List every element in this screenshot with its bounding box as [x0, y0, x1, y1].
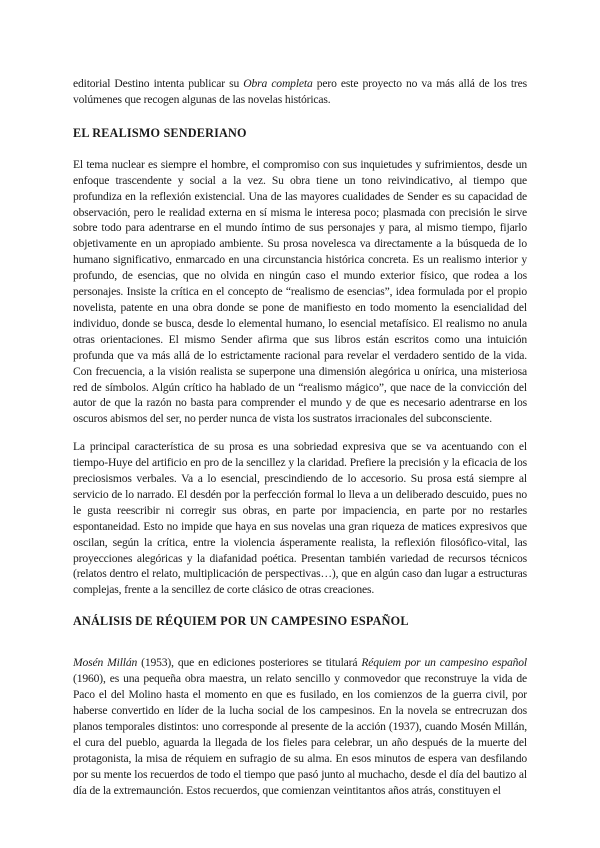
- intro-paragraph: [73, 76, 527, 108]
- analisis-text-2: (1960), es una pequeña obra maestra, un relato sencillo y conmovedor que reconstruye la vida de Paco el del Molino hasta el momento en que es fusilado, en los comienzos de la guerra civil, por haberse convertido en líder de la lucha social de los campesinos. En la novela se entrecruzan dos planos temporales distintos: uno corresponde al presente de la acción (1937), cuando Mosén Millán, el cura del pueblo, aguarda la llegada de los fieles para celebrar, un año después de la muerte del protagonista, la misa de réquiem en sufragio de su alma. En esos minutos de espera van desfilando por su mente los recuerdos de todo el tiempo que pasó junto al muchacho, desde el día del bautizo al día de la extremaunción. Estos recuerdos, que comienzan veintitantos años atrás, constituyen el: [73, 672, 527, 797]
- section-heading-realismo: EL REALISMO SENDERIANO: [73, 125, 247, 140]
- realismo-paragraph-1: El tema nuclear es siempre el hombre, el compromiso con sus inquietudes y sufrimientos, desde un enfoque trascendente y social a la vez. Su obra tiene un tono reivindicativo, al tiempo que profundiza en la reflexión existencial. Una de las mayores cualidades de Sender es su capacidad de observación, pero le realidad externa en sí misma le interesa poco; plasmada con precisión le sirve sobre todo para adentrarse en el mundo íntimo de sus personajes y para, al mismo tiempo, fijarlo objetivamente en un apropiado ambiente. Su prosa novelesca va directamente a la búsqueda de lo humano significativo, enmarcado en una circunstancia histórica concreta. Es un realismo interior y profundo, de esencias, que no olvida en ningún caso el mundo exterior físico, que rodea a los personajes. Insiste la crítica en el concepto de “realismo de esencias”, idea formulada por el propio novelista, patente en una obra donde se pone de manifiesto en todo momento la esencialidad del individuo, donde se busca, desde lo elemental humano, lo esencial metafísico. El realismo no anula otras orientaciones. El mismo Sender afirma que sus libros están escritos como una intuición profunda que va más allá de lo estrictamente racional para revelar el verdadero sentido de la vida. Con frecuencia, a la visión realista se superpone una dimensión alegórica u onírica, una misteriosa red de símbolos. Algún crítico ha hablado de un “realismo mágico”, que nace de la convicción del autor de que la razón no basta para comprender el mundo y de que es necesario adentrarse en los oscuros abismos del ser, no perder nunca de vista los sustratos irracionales del subconsciente.: [73, 157, 527, 426]
- analisis-paragraph: [73, 655, 527, 798]
- analisis-text-1: (1953), que en ediciones posteriores se titulará: [137, 656, 362, 670]
- intro-text-start: editorial Destino intenta publicar su: [73, 77, 244, 90]
- analisis-italic-title-1: Mosén Millán: [73, 656, 138, 670]
- analisis-italic-title-2: Réquiem por un campesino español: [361, 656, 527, 670]
- section-heading-analisis: ANÁLISIS DE RÉQUIEM POR UN CAMPESINO ESPAÑOL: [73, 614, 409, 629]
- intro-italic-title: Obra completa: [243, 77, 313, 90]
- intro-text-end: pero este proyecto no va más allá de los tres volúmenes que recogen algunas de las novelas históricas.: [73, 77, 527, 106]
- realismo-paragraph-2: La principal característica de su prosa es una sobriedad expresiva que se va acentuando con el tiempo-Huye del artificio en pro de la sencillez y la claridad. Prefiere la precisión y la eficacia de los preciosismos verbales. Va a lo esencial, prescindiendo de lo accesorio. Su prosa está siempre al servicio de lo narrado. El desdén por la perfección formal lo lleva a un deliberado descuido, pues no le gusta reescribir ni corregir sus obras, en parte por impaciencia, en parte por no restarles espontaneidad. Esto no impide que haya en sus novelas una gran riqueza de matices expresivos que oscilan, según la crítica, entre la violencia ásperamente realista, la reflexión filosófico-vital, las proyecciones alegóricas y la diafanidad poética. Presentan también variedad de recursos técnicos (relatos dentro el relato, multiplicación de perspectivas…), que en algún caso dan lugar a estructuras complejas, frente a la sencillez de corte clásico de otras creaciones.: [73, 440, 527, 597]
